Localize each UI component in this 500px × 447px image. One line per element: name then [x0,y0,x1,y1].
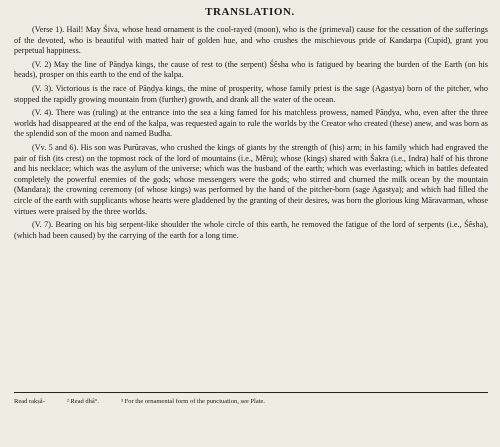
footnote-1: Read rakṣâ- [14,398,45,405]
footnote-2: ² Read dhâ°. [66,398,100,405]
verse-4-paragraph: (V. 4). There was (ruling) at the entrance into the sea a king famed for his matchless prowess, named Pāṇḍya, who, even after the three worlds had disappeared at the end of the kalpa, was requested again to rule the worlds by the Creator who created (these) anew, and was born as the splendid son of the moon and named Budha. [14,108,488,139]
page-title: TRANSLATION. [205,6,295,18]
footnotes [14,398,488,406]
verse-2-paragraph: (V. 2) May the line of Pāṇḍya kings, the cause of rest to (the serpent) Śêsha who is fatigued by bearing the burden of the Earth (on his heads), prosper on this earth to the end of the kalpa. [14,59,488,80]
verse-1-paragraph: (Verse 1). Hail! May Śiva, whose head ornament is the cool-rayed (moon), who is the (primeval) cause for the cessation of the sufferings of the devoted, who is beautiful with matted hair of golden hue, and who crushes the mischievous pride of Kandarpa (Cupid), grant you perpetual happiness. [14,25,488,56]
footnote-3: ³ For the ornamental form of the punctuation, see Plate. [121,398,266,405]
verse-7-paragraph: (V. 7). Bearing on his big serpent-like shoulder the whole circle of this earth, he removed the fatigue of the lord of serpents (i.e., Śêsha), (which had been caused) by the carrying of the earth for a long time. [14,220,488,240]
footnote-divider [14,392,488,393]
verse-3-paragraph: (V. 3). Victorious is the race of Pāṇḍya kings, the mine of prosperity, whose family priest is the sage (Agastya) born of the pitcher, who stopped the rapidly growing mountain from (further) growth, and drank all the water of the ocean. [14,83,488,104]
translation-body [14,25,488,244]
verse-5-6-paragraph: (Vv. 5 and 6). His son was Purūravas, who crushed the kings of giants by the strength of (his) arm; in his family which had engraved the pair of fish (its crest) on the topmost rock of the lord of mountains (i.e., Mêru); whose (kings) shared with Śakra (i.e., Indra) half of his throne and his necklace; which was the asylum of the universe; which was the husband of the earth; which was everlasting; which in battles defeated completely the powerful enemies of the gods; whose messengers were the gods; who stirred and churned the milk ocean by the mountain (Mandara); the crowning ceremony (of whose kings) was performed by the hand of the pitcher-born (sage Agastya); and which had filled the circle of the earth with supplicants whose hearts were gladdened by the granting of their desires, was born the glorious king Māravarman, whose virtues were praised by the three worlds. [14,142,488,216]
